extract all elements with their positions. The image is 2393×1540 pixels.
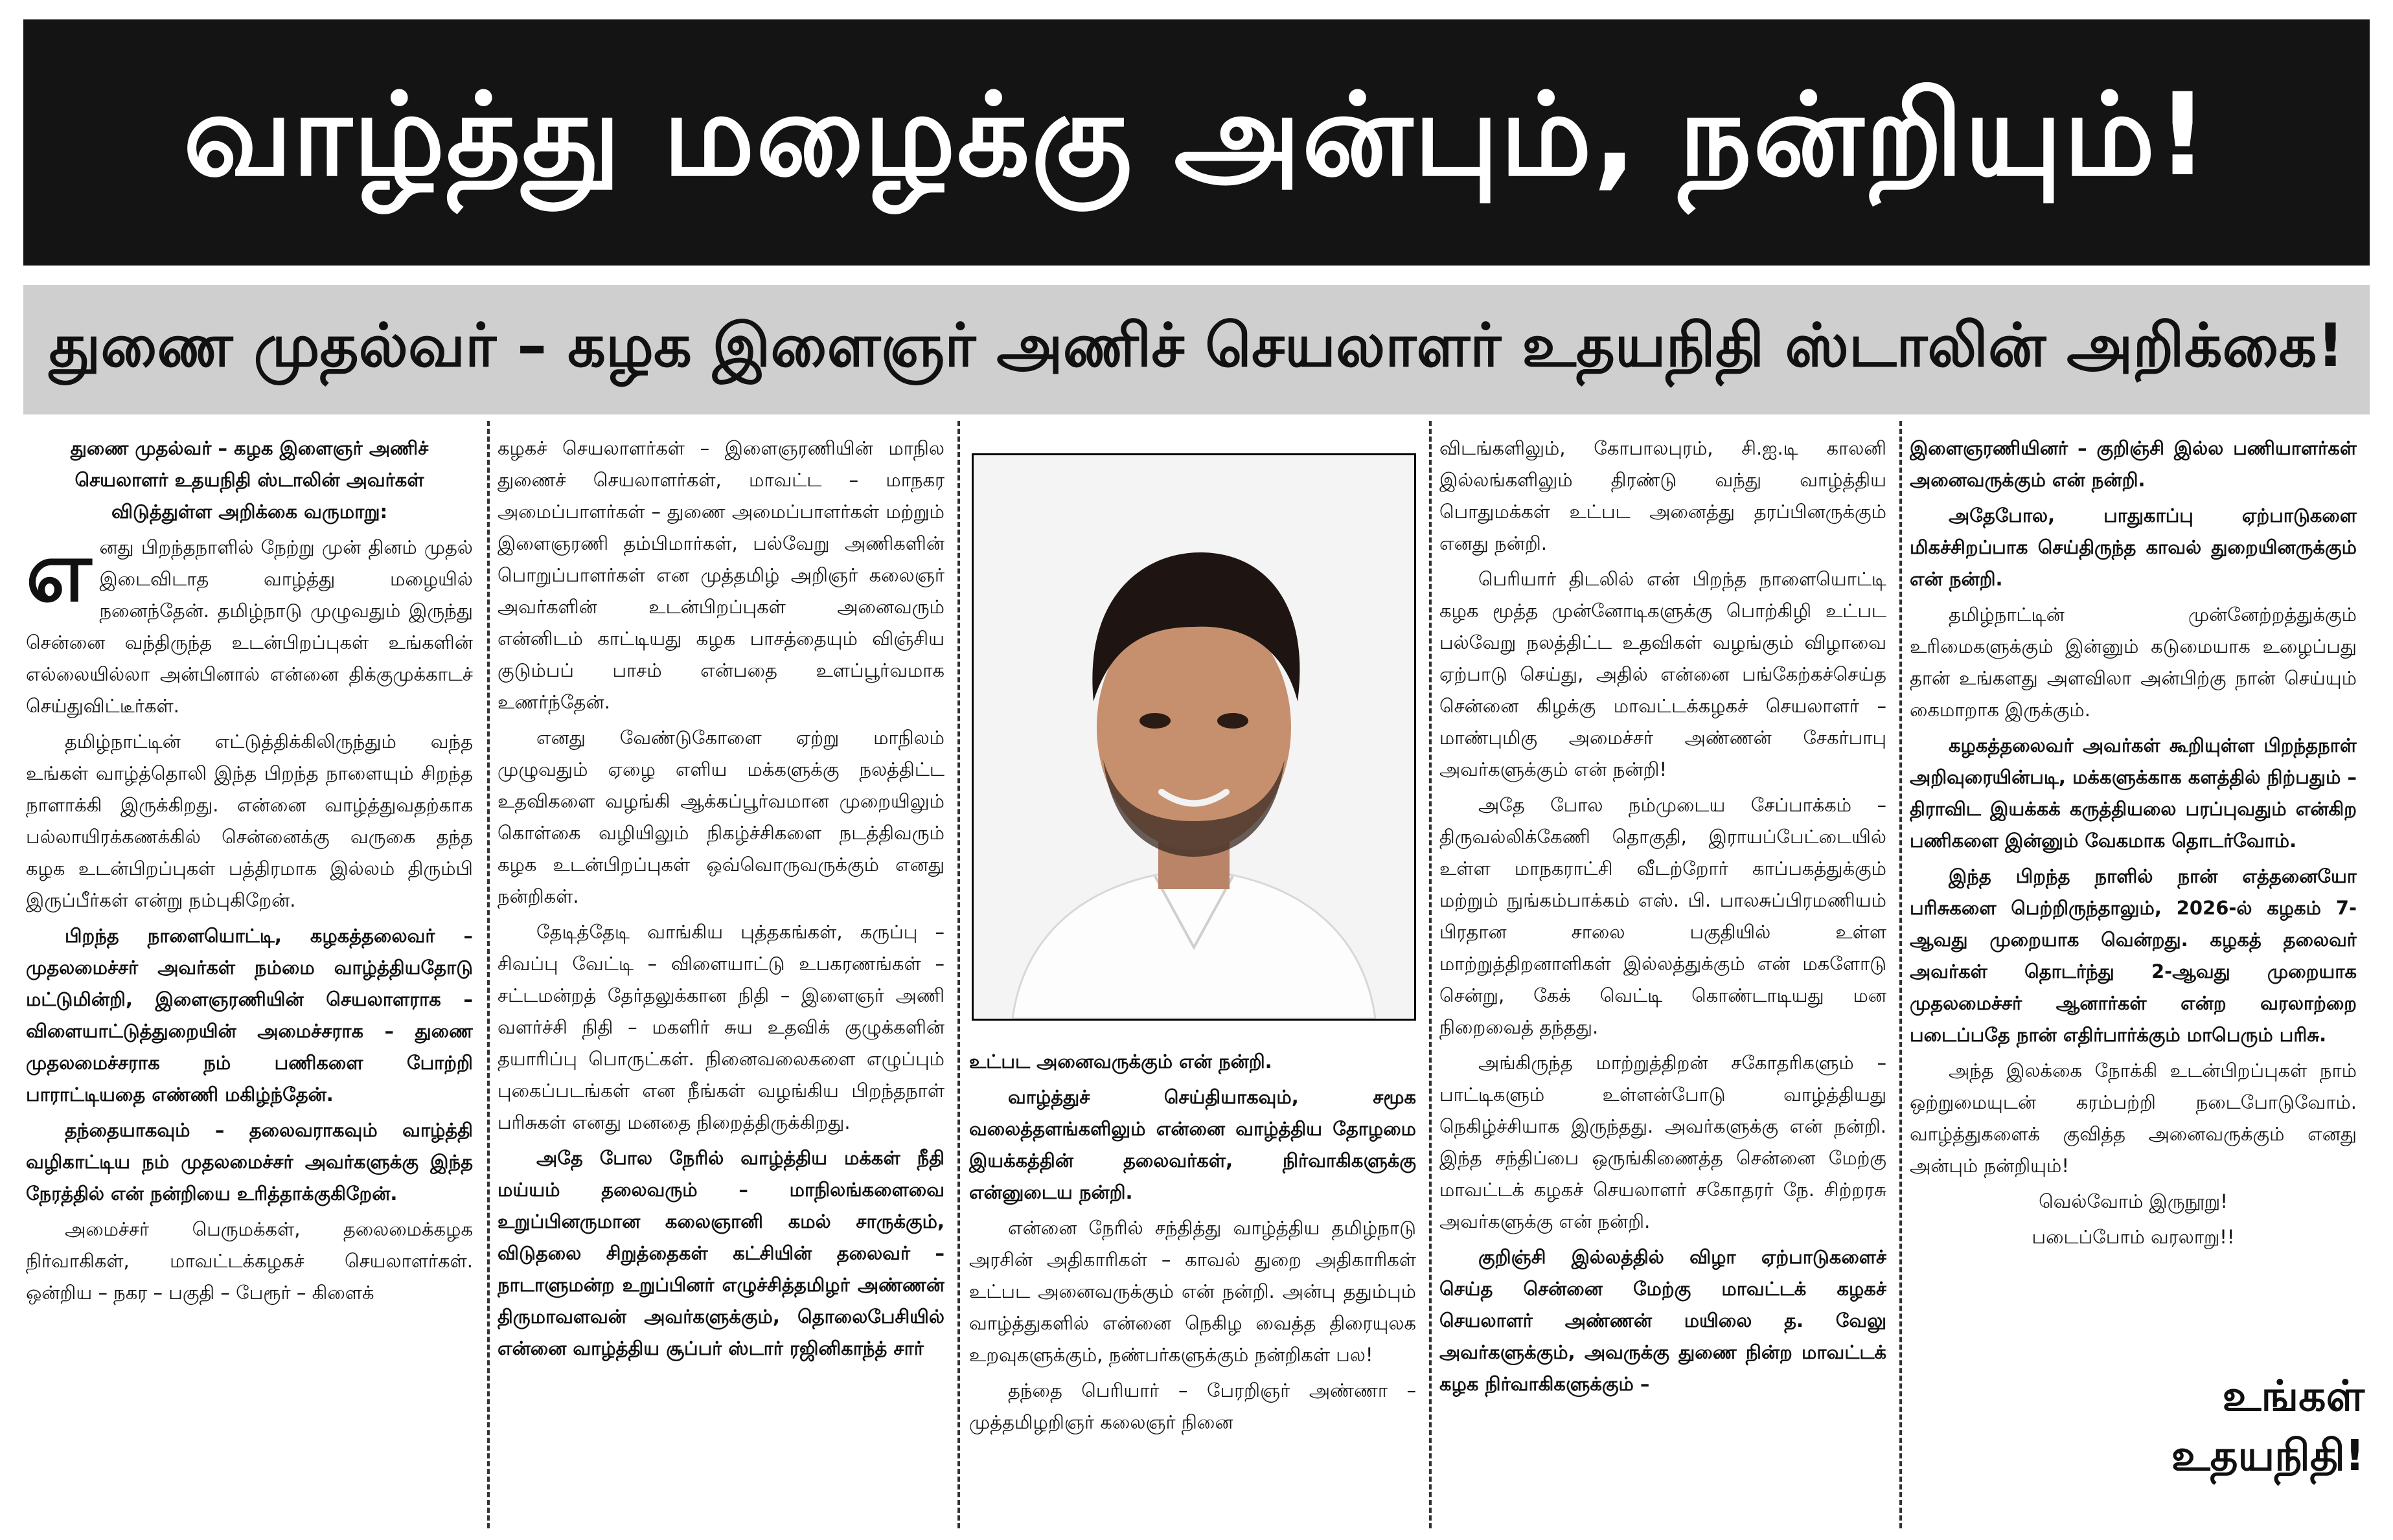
article-paragraph — [26, 522, 473, 722]
article-paragraph: தமிழ்நாட்டின் முன்னேற்றத்துக்கும் உரிமைகளுக்கும் இன்னும் கடுமையாக உழைப்பது தான் உங்களது அளவிலா அன்பிற்கு நான் செய்யும் கைமாறாக இருக்கும். — [1910, 604, 2357, 721]
article-column-5 — [1910, 433, 2357, 1352]
article-paragraph: வாழ்த்துச் செய்தியாகவும், சமூக வலைத்தளங்களிலும் என்னை வாழ்த்திய தோழமை இயக்கத்தின் தலைவர்கள், நிர்வாகிகளுக்கு என்னுடைய நன்றி. — [969, 1086, 1416, 1203]
article-paragraph: குறிஞ்சி இல்லத்தில் விழா ஏற்பாடுகளைச் செய்த சென்னை மேற்கு மாவட்டக் கழகச் செயலாளர் அண்ணன் மயிலை த. வேலு அவர்களுக்கும், அவருக்கு துணை நின்ற மாவட்டக் கழக நிர்வாகிகளுக்கும் – — [1439, 1246, 1886, 1395]
subheadline-bar — [23, 285, 2370, 414]
column-divider — [1899, 421, 1902, 1528]
article-paragraph: அங்கிருந்த மாற்றுத்திறன் சகோதரிகளும் – பாட்டிகளும் உள்ளன்போடு வாழ்த்தியது நெகிழ்ச்சியாக இருந்தது. அவர்களுக்கு என் நன்றி. இந்த சந்திப்பை ஒருங்கிணைத்த சென்னை மேற்கு மாவட்டக் கழகச் செயலாளர் சகோதரர் நே. சிற்றரசு அவர்களுக்கு என் நன்றி. — [1439, 1052, 1886, 1232]
column-divider — [957, 421, 960, 1528]
signature-name: உதயநிதி! — [2171, 1431, 2364, 1480]
article-paragraph: அந்த இலக்கை நோக்கி உடன்பிறப்புகள் நாம் ஒற்றுமையுடன் கரம்பற்றி நடைபோடுவோம். வாழ்த்துகளைக் குவித்த அனைவருக்கும் எனது அன்பும் நன்றியும்! — [1910, 1059, 2357, 1177]
signature-line: உங்கள் — [2222, 1371, 2364, 1421]
article-paragraph: அதே போல நேரில் வாழ்த்திய மக்கள் நீதி மய்யம் தலைவரும் – மாநிலங்களைவை உறுப்பினருமான கலைஞானி கமல் சாருக்கும், விடுதலை சிறுத்தைகள் கட்சியின் தலைவர் – நாடாளுமன்ற உறுப்பினர் எழுச்சித்தமிழர் அண்ணன் திருமாவளவன் அவர்களுக்கும், தொலைபேசியில் என்னை வாழ்த்திய சூப்பர் ஸ்டார் ரஜினிகாந்த் சார் — [498, 1147, 945, 1359]
article-paragraph: தந்தை பெரியார் – பேரறிஞர் அண்ணா – முத்தமிழறிஞர் கலைஞர் நினை — [969, 1379, 1416, 1433]
article-paragraph: அமைச்சர் பெருமக்கள், தலைமைக்கழக நிர்வாகிகள், மாவட்டக்கழகச் செயலாளர்கள். ஒன்றிய – நகர – பகுதி – பேரூர் – கிளைக் — [26, 1218, 473, 1304]
article-paragraph: என்னை நேரில் சந்தித்து வாழ்த்திய தமிழ்நாடு அரசின் அதிகாரிகள் – காவல் துறை அதிகாரிகள் உட்பட அனைவருக்கும் என் நன்றி. அன்பு ததும்பும் வாழ்த்துகளில் என்னை நெகிழ வைத்த திரையுலக உறவுகளுக்கும், நண்பர்களுக்கும் நன்றிகள் பல! — [969, 1217, 1416, 1366]
article-paragraph: இளைஞரணியினர் – குறிஞ்சி இல்ல பணியாளர்கள் அனைவருக்கும் என் நன்றி. — [1910, 437, 2357, 491]
article-paragraph: தேடித்தேடி வாங்கிய புத்தகங்கள், கருப்பு – சிவப்பு வேட்டி – விளையாட்டு உபகரணங்கள் – சட்டமன்றத் தேர்தலுக்கான நிதி – இளைஞர் அணி வளர்ச்சி நிதி – மகளிர் சுய உதவிக் குழுக்களின் தயாரிப்பு பொருட்கள். நினைவலைகளை எழுப்பும் புகைப்படங்கள் என நீங்கள் வழங்கிய பிறந்தநாள் பரிசுகள் எனது மனதை நிறைத்திருக்கிறது. — [498, 921, 945, 1133]
article-paragraph: கழகத்தலைவர் அவர்கள் கூறியுள்ள பிறந்தநாள் அறிவுரையின்படி, மக்களுக்காக களத்தில் நிற்பதும் – திராவிட இயக்கக் கருத்தியலை பரப்புவதும் என்கிற பணிகளை இன்னும் வேகமாக தொடர்வோம். — [1910, 734, 2357, 852]
signature-block — [2105, 1366, 2364, 1486]
article-paragraph: இந்த பிறந்த நாளில் நான் எத்தனையோ பரிசுகளை பெற்றிருந்தாலும், 2026-ல் கழகம் 7-ஆவது முறையாக வென்றது. கழகத் தலைவர் அவர்கள் தொடர்ந்து 2-ஆவது முறையாக முதலமைச்சர் ஆனார்கள் என்ற வரலாற்றை படைப்பதே நான் எதிர்பார்க்கும் மாபெரும் பரிசு. — [1910, 865, 2357, 1046]
article-column-4 — [1439, 433, 1886, 1527]
slogan-line: படைப்போம் வரலாறு!! — [2032, 1226, 2235, 1248]
article-intro: துணை முதல்வர் – கழக இளைஞர் அணிச் செயலாளர் உதயநிதி ஸ்டாலின் அவர்கள் விடுத்துள்ள அறிக்கை வருமாறு: — [70, 437, 429, 523]
column-divider — [487, 421, 490, 1528]
article-paragraph: பெரியார் திடலில் என் பிறந்த நாளையொட்டி கழக மூத்த முன்னோடிகளுக்கு பொற்கிழி உட்பட பல்வேறு நலத்திட்ட உதவிகள் வழங்கும் விழாவை ஏற்பாடு செய்து, அதில் என்னை பங்கேற்கச்செய்த சென்னை கிழக்கு மாவட்டக்கழகச் செயலாளர் – மாண்புமிகு அமைச்சர் அண்ணன் சேகர்பாபு அவர்களுக்கும் என் நன்றி! — [1439, 568, 1886, 780]
article-paragraph: பிறந்த நாளையொட்டி, கழகத்தலைவர் – முதலமைச்சர் அவர்கள் நம்மை வாழ்த்தியதோடு மட்டுமின்றி, இளைஞரணியின் செயலாளராக – விளையாட்டுத்துறையின் அமைச்சராக – துணை முதலமைச்சராக நம் பணிகளை போற்றி பாராட்டியதை எண்ணி மகிழ்ந்தேன். — [26, 925, 473, 1105]
article-paragraph: விடங்களிலும், கோபாலபுரம், சி.ஐ.டி காலனி இல்லங்களிலும் திரண்டு வந்து வாழ்த்திய பொதுமக்கள் உட்பட அனைத்து தரப்பினருக்கும் எனது நன்றி. — [1439, 437, 1886, 554]
portrait-photo — [972, 453, 1416, 1021]
portrait-icon — [974, 455, 1414, 1019]
subheadline: துணை முதல்வர் – கழக இளைஞர் அணிச் செயலாளர் உதயநிதி ஸ்டாலின் அறிக்கை! — [49, 311, 2344, 380]
article-column-1 — [26, 433, 473, 1527]
article-paragraph: தந்தையாகவும் – தலைவராகவும் வாழ்த்தி வழிகாட்டிய நம் முதலமைச்சர் அவர்களுக்கு இந்த நேரத்தில் என் நன்றியை உரித்தாக்குகிறேன். — [26, 1119, 473, 1205]
article-paragraph: அதேபோல, பாதுகாப்பு ஏற்பாடுகளை மிகச்சிறப்பாக செய்திருந்த காவல் துறையினருக்கும் என் நன்றி. — [1910, 504, 2357, 590]
article-column-2 — [498, 433, 945, 1527]
article-paragraph: எனது வேண்டுகோளை ஏற்று மாநிலம் முழுவதும் ஏழை எளிய மக்களுக்கு நலத்திட்ட உதவிகளை வழங்கி ஆக்கப்பூர்வமான முறையிலும் கொள்கை வழியிலும் நிகழ்ச்சிகளை நடத்திவரும் கழக உடன்பிறப்புகள் ஒவ்வொருவருக்கும் எனது நன்றிகள். — [498, 727, 945, 907]
article-paragraph: அதே போல நம்முடைய சேப்பாக்கம் – திருவல்லிக்கேணி தொகுதி, இராயப்பேட்டையில் உள்ள மாநகராட்சி வீடற்றோர் காப்பகத்துக்கும் மற்றும் நுங்கம்பாக்கம் எஸ். பி. பாலசுப்பிரமணியம் பிரதான சாலை பகுதியில் உள்ள மாற்றுத்திறனாளிகள் இல்லத்துக்கும் என் மகளோடு சென்று, கேக் வெட்டி கொண்டாடியது மன நிறைவைத் தந்தது. — [1439, 794, 1886, 1038]
column-divider — [1429, 421, 1432, 1528]
slogan-line: வெல்வோம் இருநூறு! — [2039, 1190, 2228, 1212]
article-paragraph: கழகச் செயலாளர்கள் – இளைஞரணியின் மாநில துணைச் செயலாளர்கள், மாவட்ட – மாநகர அமைப்பாளர்கள் – துணை அமைப்பாளர்கள் மற்றும் இளைஞரணி தம்பிமார்கள், பல்வேறு அணிகளின் பொறுப்பாளர்கள் என முத்தமிழ் அறிஞர் கலைஞர் அவர்களின் உடன்பிறப்புகள் அனைவரும் என்னிடம் காட்டியது கழக பாசத்தையும் விஞ்சிய குடும்பப் பாசம் என்பதை உளப்பூர்வமாக உணர்ந்தேன். — [498, 437, 945, 713]
article-column-3 — [969, 1046, 1416, 1528]
paragraph-text: னது பிறந்தநாளில் நேற்று முன் தினம் முதல் இடைவிடாத வாழ்த்து மழையில் நனைந்தேன். தமிழ்நாடு முழுவதும் இருந்து சென்னை வந்திருந்த உடன்பிறப்புகள் உங்களின் எல்லையில்லா அன்பினால் என்னை திக்குமுக்காடச் செய்துவிட்டீர்கள். — [26, 536, 473, 717]
article-paragraph: உட்பட அனைவருக்கும் என் நன்றி. — [969, 1050, 1272, 1072]
headline-banner — [23, 19, 2370, 266]
article-paragraph: தமிழ்நாட்டின் எட்டுத்திக்கிலிருந்தும் வந்த உங்கள் வாழ்த்தொலி இந்த பிறந்த நாளையும் சிறந்த நாளாக்கி இருக்கிறது. என்னை வாழ்த்துவதற்காக பல்லாயிரக்கணக்கில் சென்னைக்கு வருகை தந்த கழக உடன்பிறப்புகள் பத்திரமாக இல்லம் திரும்பி இருப்பீர்கள் என்று நம்புகிறேன். — [26, 730, 473, 911]
headline: வாழ்த்து மழைக்கு அன்பும், நன்றியும்! — [183, 68, 2210, 201]
drop-cap: எ — [26, 522, 92, 620]
